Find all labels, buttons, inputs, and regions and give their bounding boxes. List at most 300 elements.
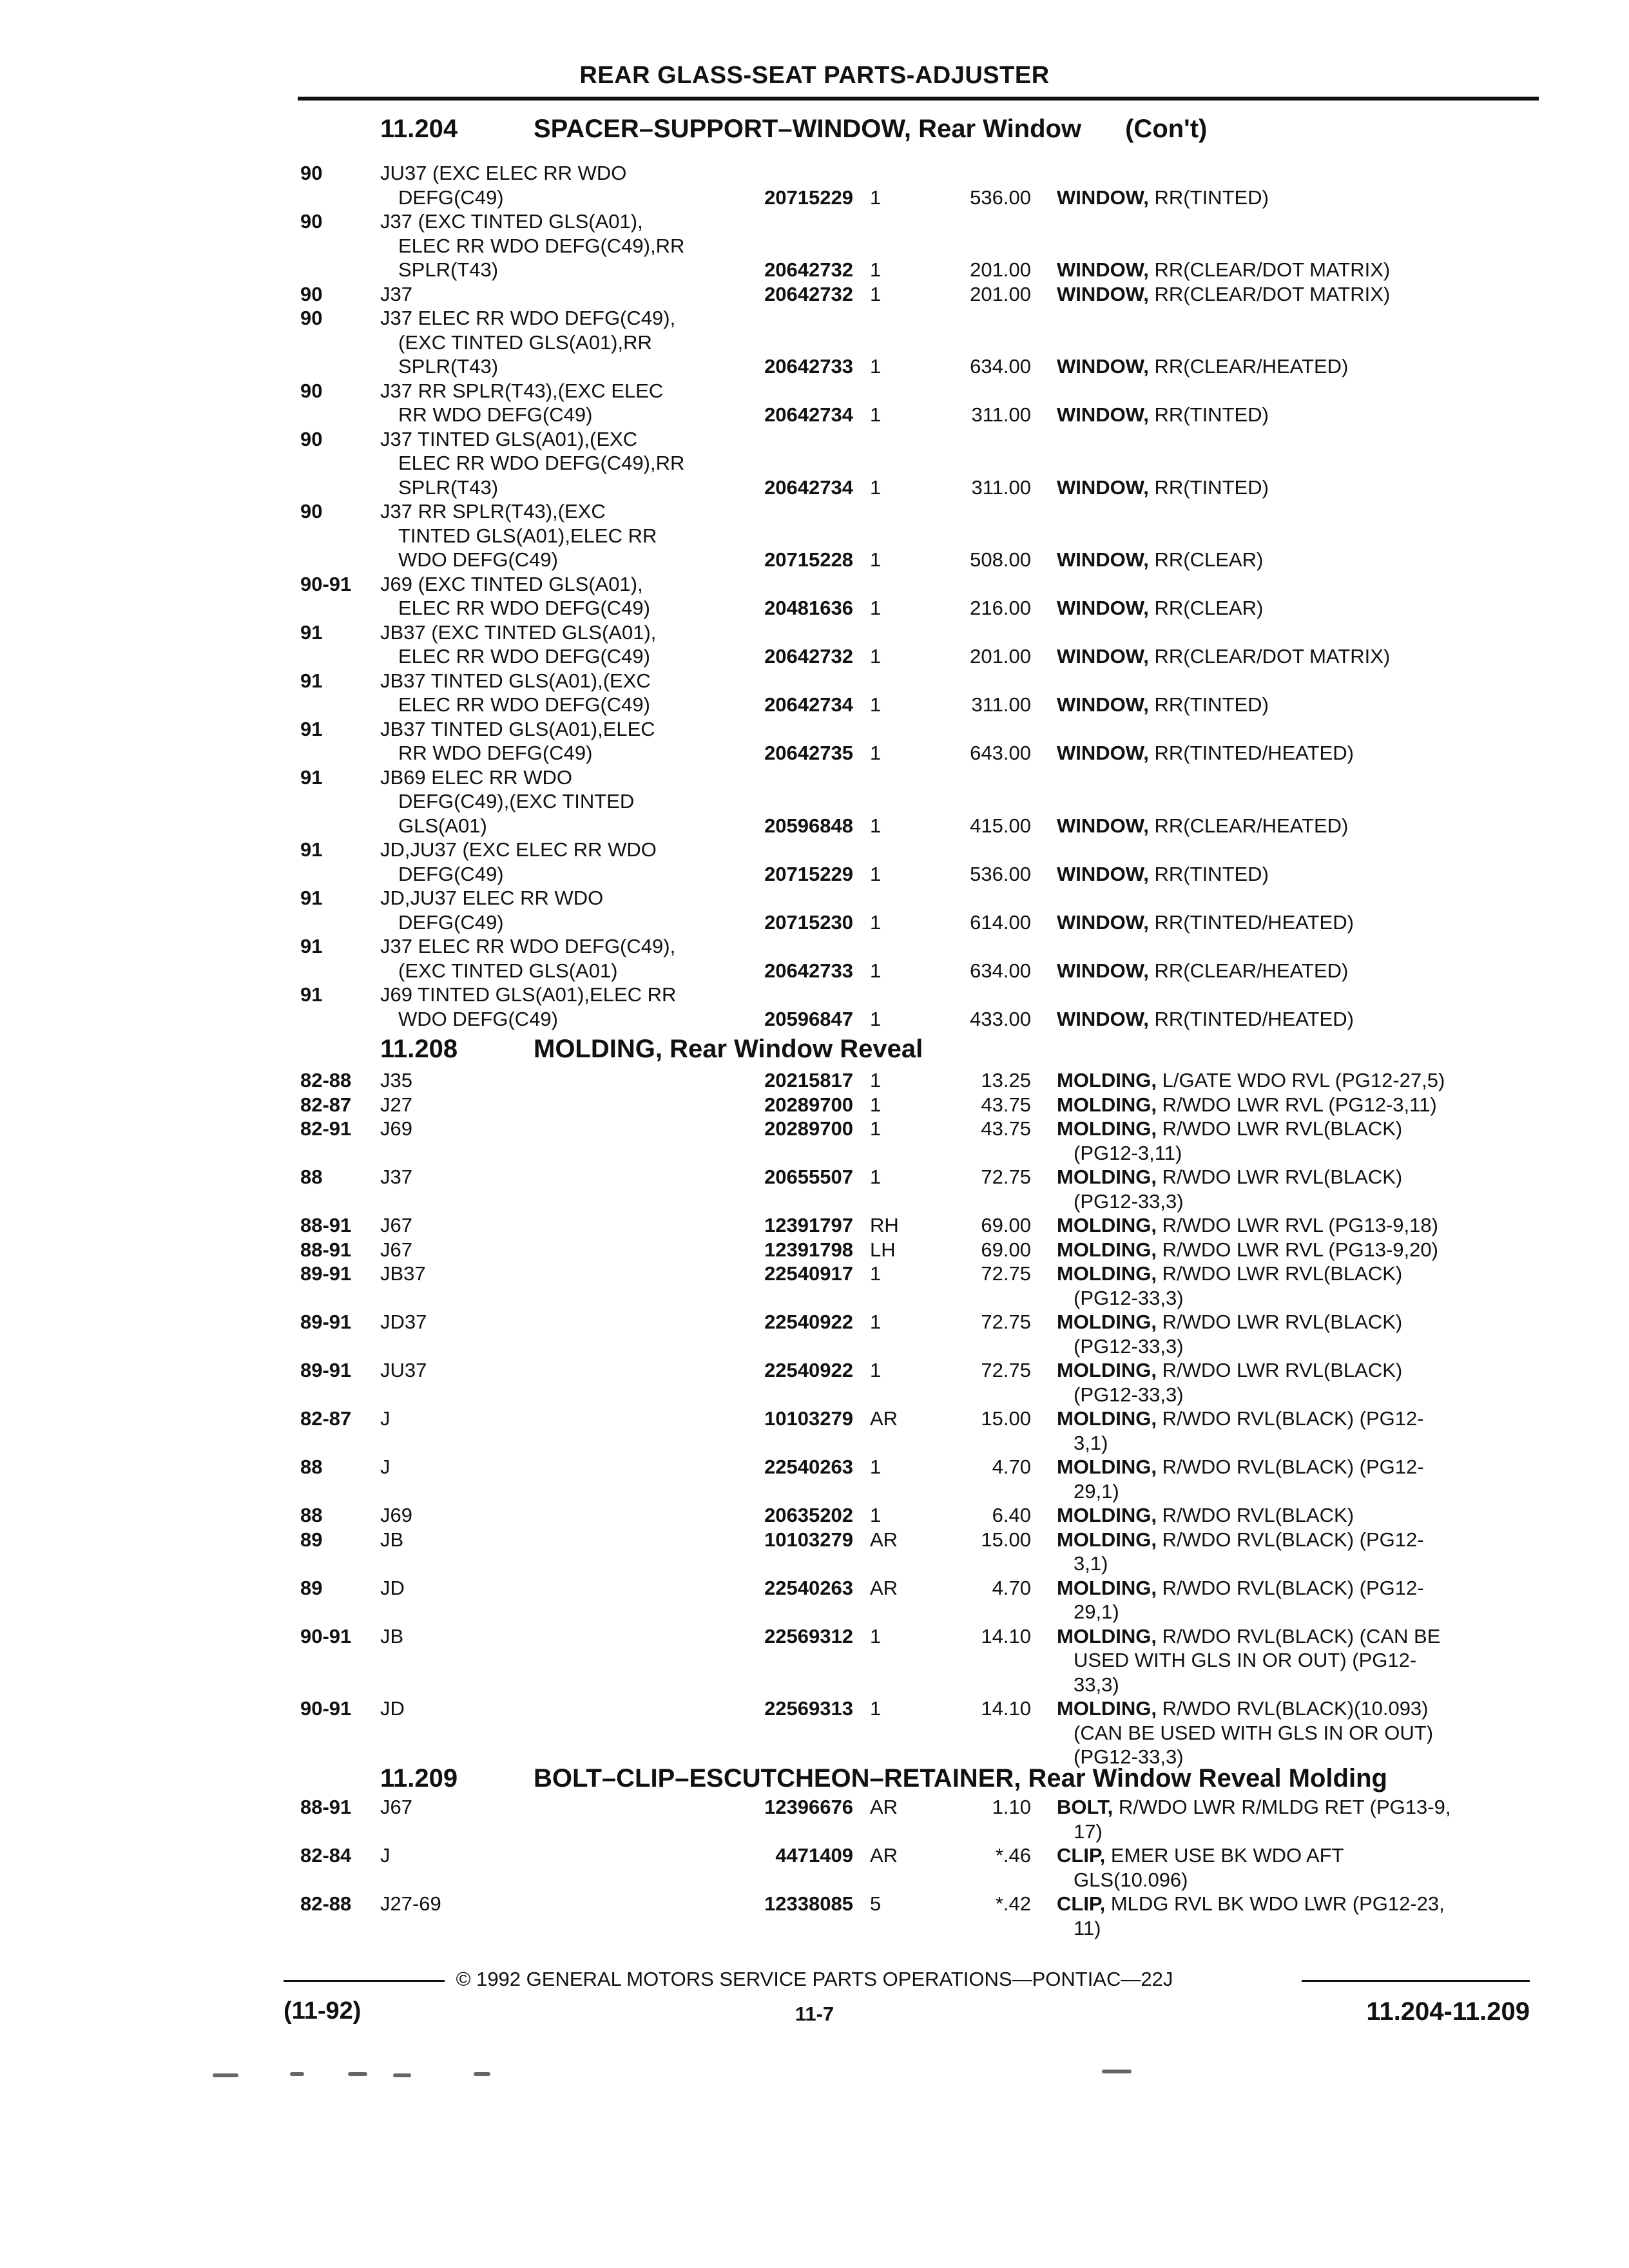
price: 643.00 [970, 742, 1031, 764]
part-name-keyword: MOLDING, [1057, 1262, 1157, 1285]
model-year: 91 [300, 620, 323, 644]
part-name-continued: (PG12-33,3) [1074, 1189, 1184, 1213]
part-name [1057, 814, 1527, 838]
model-year: 82-87 [300, 1407, 352, 1430]
part-number: 4471409 [775, 1844, 853, 1867]
body-style-desc [380, 1407, 741, 1431]
part-name [1057, 476, 1527, 500]
desc-text: J27 [380, 1093, 416, 1116]
part-name [1057, 1916, 1544, 1941]
model-year: 88 [300, 1504, 323, 1526]
part-name-detail: RR(TINTED) [1148, 693, 1269, 716]
part-name-keyword: WINDOW, [1057, 693, 1149, 716]
body-style-desc [380, 282, 741, 307]
body-style-desc [380, 983, 741, 1007]
desc-text: J35 [380, 1069, 416, 1091]
part-name [1057, 1238, 1527, 1262]
quantity: 1 [870, 1093, 882, 1116]
desc-text: J [380, 1407, 394, 1430]
model-year: 91 [300, 887, 323, 909]
price: 72.75 [981, 1359, 1031, 1381]
body-style-desc [380, 838, 741, 862]
quantity: 1 [870, 1504, 882, 1526]
part-name-keyword: MOLDING, [1057, 1407, 1157, 1430]
part-name-detail: R/WDO RVL(BLACK) (PG12- [1157, 1528, 1424, 1551]
price: 72.75 [981, 1311, 1031, 1333]
desc-text: JD37 [380, 1311, 430, 1333]
desc-text: JU37 [380, 1359, 430, 1381]
section-number: 11.204 [380, 115, 458, 143]
desc-text: JB [380, 1625, 407, 1648]
model-year: 82-88 [300, 1892, 352, 1915]
model-year: 91 [300, 935, 323, 957]
model-year: 90 [300, 500, 323, 523]
desc-text: JD [380, 1577, 409, 1599]
part-name [1057, 1673, 1544, 1697]
price: 201.00 [970, 258, 1031, 281]
part-name-keyword: MOLDING, [1057, 1117, 1157, 1140]
desc-text: WDO DEFG(C49) [398, 548, 562, 571]
part-number: 20215817 [764, 1069, 853, 1091]
body-style-desc [380, 258, 759, 282]
part-name-detail: R/WDO LWR R/MLDG RET (PG13-9, [1113, 1796, 1451, 1818]
part-name-detail: RR(CLEAR/HEATED) [1148, 355, 1349, 378]
quantity: 1 [870, 1166, 882, 1188]
desc-text: ELEC RR WDO DEFG(C49) [398, 693, 654, 716]
body-style-desc [380, 1576, 741, 1600]
part-number: 20715229 [764, 862, 853, 885]
body-style-desc [380, 959, 759, 983]
part-name-detail: R/WDO LWR RVL (PG13-9,20) [1157, 1238, 1438, 1261]
part-number: 20642732 [764, 258, 853, 281]
part-name-keyword: WINDOW, [1057, 1007, 1149, 1030]
section-number: 11.209 [380, 1764, 458, 1792]
desc-text: DEFG(C49),(EXC TINTED [398, 790, 638, 812]
price: 536.00 [970, 862, 1031, 885]
price: 201.00 [970, 645, 1031, 668]
part-name-keyword: WINDOW, [1057, 645, 1149, 668]
price: 311.00 [971, 476, 1031, 499]
body-style-desc [380, 1117, 741, 1141]
part-number: 12396676 [764, 1796, 853, 1818]
scan-mark [1102, 2070, 1132, 2073]
part-name [1057, 1310, 1527, 1334]
quantity: AR [870, 1796, 898, 1818]
body-style-desc [380, 1503, 741, 1528]
price: 14.10 [981, 1697, 1031, 1720]
price: 4.70 [992, 1576, 1031, 1599]
model-year: 90 [300, 427, 323, 450]
desc-text: J37 [380, 283, 416, 305]
quantity: 1 [870, 693, 882, 716]
part-name-detail: R/WDO LWR RVL(BLACK) [1157, 1166, 1403, 1188]
desc-text: J37 RR SPLR(T43),(EXC ELEC [380, 380, 667, 402]
desc-text: J37 [380, 1166, 416, 1188]
part-name-detail: R/WDO RVL(BLACK) (PG12- [1157, 1576, 1424, 1599]
desc-text: JB37 [380, 1262, 430, 1285]
body-style-desc [380, 427, 741, 452]
part-number: 20715229 [764, 186, 853, 209]
quantity: 1 [870, 258, 882, 281]
part-name-keyword: MOLDING, [1057, 1359, 1157, 1381]
desc-text: ELEC RR WDO DEFG(C49),RR [398, 452, 688, 474]
section-number: 11.208 [380, 1035, 458, 1063]
body-style-desc [380, 451, 759, 476]
price: 634.00 [970, 355, 1031, 378]
part-name-keyword: MOLDING, [1057, 1697, 1157, 1720]
quantity: 1 [870, 814, 882, 837]
body-style-desc [380, 1007, 759, 1032]
model-year: 91 [300, 717, 323, 740]
price: 216.00 [970, 597, 1031, 619]
scan-mark [474, 2072, 490, 2076]
quantity: 1 [870, 403, 882, 426]
part-name-detail: RR(CLEAR/HEATED) [1148, 959, 1349, 982]
part-name-detail: RR(TINTED/HEATED) [1148, 1007, 1354, 1030]
body-style-desc [380, 644, 759, 669]
model-year: 88 [300, 1456, 323, 1478]
quantity: 1 [870, 742, 882, 764]
body-style-desc [380, 572, 741, 597]
model-year: 91 [300, 669, 323, 692]
body-style-desc [380, 499, 741, 524]
quantity: 1 [870, 1456, 882, 1478]
part-name-detail: R/WDO LWR RVL(BLACK) [1157, 1262, 1403, 1285]
part-number: 10103279 [764, 1407, 853, 1430]
part-name [1057, 1795, 1527, 1820]
part-name-detail: RR(CLEAR/DOT MATRIX) [1148, 645, 1391, 668]
model-year: 91 [300, 838, 323, 861]
part-name [1057, 1528, 1527, 1552]
part-name-keyword: MOLDING, [1057, 1311, 1157, 1333]
part-name-keyword: MOLDING, [1057, 1214, 1157, 1236]
desc-text: DEFG(C49) [398, 186, 508, 209]
body-style-desc [380, 548, 759, 572]
quantity: 1 [870, 1624, 882, 1648]
part-name-keyword: CLIP, [1057, 1844, 1106, 1867]
part-number: 20635202 [764, 1504, 853, 1526]
desc-text: RR WDO DEFG(C49) [398, 403, 596, 426]
desc-text: (EXC TINTED GLS(A01),RR [398, 331, 656, 354]
part-name [1057, 959, 1527, 983]
desc-text: J67 [380, 1214, 416, 1236]
part-name-keyword: BOLT, [1057, 1796, 1113, 1818]
model-year: 90-91 [300, 1697, 352, 1720]
part-name-continued: (PG12-3,11) [1074, 1141, 1182, 1164]
part-name [1057, 1648, 1544, 1673]
part-name-detail: R/WDO RVL(BLACK) (PG12- [1157, 1456, 1424, 1478]
part-name-detail: RR(CLEAR/HEATED) [1148, 814, 1349, 837]
part-name-detail: RR(CLEAR/DOT MATRIX) [1148, 282, 1391, 305]
section-heading: BOLT–CLIP–ESCUTCHEON–RETAINER, Rear Window Reveal Molding [534, 1764, 1387, 1792]
part-number: 22540922 [764, 1359, 853, 1381]
desc-text: SPLR(T43) [398, 476, 502, 499]
quantity: 1 [870, 548, 882, 571]
model-year: 90 [300, 210, 323, 233]
price: 15.00 [981, 1407, 1031, 1430]
body-style-desc [380, 354, 759, 379]
model-year: 90 [300, 282, 323, 305]
part-name-continued: 29,1) [1074, 1600, 1119, 1623]
part-name [1057, 1165, 1527, 1189]
quantity: 1 [870, 282, 882, 305]
body-style-desc [380, 1093, 741, 1117]
quantity: AR [870, 1844, 898, 1867]
desc-text: JU37 (EXC ELEC RR WDO [380, 162, 630, 184]
body-style-desc [380, 1238, 741, 1262]
part-name [1057, 1624, 1527, 1649]
model-year: 88-91 [300, 1214, 352, 1236]
body-style-desc [380, 620, 741, 645]
scan-mark [213, 2073, 238, 2077]
desc-text: J37 ELEC RR WDO DEFG(C49), [380, 307, 679, 329]
part-name [1057, 548, 1527, 572]
price: 43.75 [981, 1093, 1031, 1116]
quantity: 1 [870, 862, 882, 885]
body-style-desc [380, 476, 759, 500]
desc-text: JB37 TINTED GLS(A01),ELEC [380, 718, 659, 740]
part-name [1057, 1576, 1527, 1600]
body-style-desc [380, 789, 759, 814]
part-name-detail: RR(TINTED) [1148, 186, 1269, 209]
desc-text: JB37 (EXC TINTED GLS(A01), [380, 621, 660, 644]
body-style-desc [380, 1892, 741, 1916]
part-number: 20642733 [764, 959, 853, 982]
section-title [380, 1035, 923, 1064]
section-title [380, 115, 1207, 144]
part-name [1057, 1334, 1544, 1359]
footer-section-range: 11.204-11.209 [1366, 1997, 1530, 2026]
part-name-continued: 3,1) [1074, 1552, 1108, 1575]
body-style-desc [380, 1696, 741, 1721]
part-name-detail: R/WDO LWR RVL(BLACK) [1157, 1359, 1403, 1381]
quantity: AR [870, 1528, 898, 1551]
footer-copyright: © 1992 GENERAL MOTORS SERVICE PARTS OPERATIONS—PONTIAC—22J [0, 1966, 1629, 1992]
part-name-keyword: WINDOW, [1057, 814, 1149, 837]
part-name [1057, 1383, 1544, 1407]
quantity: 1 [870, 645, 882, 668]
desc-text: J37 RR SPLR(T43),(EXC [380, 500, 610, 523]
part-name-detail: R/WDO LWR RVL(BLACK) [1157, 1311, 1403, 1333]
part-name [1057, 741, 1527, 765]
desc-text: WDO DEFG(C49) [398, 1008, 562, 1030]
body-style-desc [380, 596, 759, 620]
part-number: 20642732 [764, 282, 853, 305]
part-name-detail: EMER USE BK WDO AFT [1105, 1844, 1344, 1867]
model-year: 90 [300, 307, 323, 329]
price: 4.70 [992, 1456, 1031, 1478]
body-style-desc [380, 186, 759, 210]
price: 69.00 [981, 1214, 1031, 1236]
part-name [1057, 1503, 1527, 1528]
desc-text: JD,JU37 ELEC RR WDO [380, 887, 607, 909]
section-title [380, 1764, 1387, 1793]
model-year: 89-91 [300, 1359, 352, 1381]
part-name [1057, 1552, 1544, 1576]
part-number: 20596847 [764, 1007, 853, 1030]
price: 72.75 [981, 1166, 1031, 1188]
desc-text: J27-69 [380, 1892, 445, 1915]
part-name-keyword: WINDOW, [1057, 548, 1149, 571]
part-name-keyword: WINDOW, [1057, 355, 1149, 378]
part-name [1057, 1600, 1544, 1624]
model-year: 90-91 [300, 572, 352, 595]
price: 43.75 [981, 1117, 1031, 1140]
body-style-desc [380, 306, 741, 331]
part-name [1057, 1093, 1527, 1117]
part-number: 12391797 [764, 1214, 853, 1236]
part-name [1057, 1843, 1527, 1868]
part-name-continued: GLS(10.096) [1074, 1868, 1188, 1891]
part-name-keyword: WINDOW, [1057, 282, 1149, 305]
part-name-detail: R/WDO LWR RVL (PG12-3,11) [1157, 1093, 1437, 1116]
part-name [1057, 1068, 1527, 1093]
part-name [1057, 403, 1527, 427]
part-name-keyword: MOLDING, [1057, 1504, 1157, 1526]
body-style-desc [380, 934, 741, 959]
scan-mark [393, 2073, 411, 2077]
desc-text: J67 [380, 1238, 416, 1261]
model-year: 90 [300, 379, 323, 402]
quantity: 1 [870, 476, 882, 499]
model-year: 82-87 [300, 1093, 352, 1116]
quantity: 1 [870, 1117, 882, 1140]
footer-page-number: 11-7 [795, 2003, 834, 2025]
price: 433.00 [970, 1007, 1031, 1030]
part-name-continued: (PG12-33,3) [1074, 1383, 1184, 1406]
part-name [1057, 1820, 1544, 1844]
body-style-desc [380, 1624, 741, 1649]
part-name-detail: RR(TINTED/HEATED) [1148, 742, 1354, 764]
part-name-continued: 3,1) [1074, 1431, 1108, 1454]
price: 614.00 [970, 910, 1031, 934]
body-style-desc [380, 1262, 741, 1286]
desc-text: DEFG(C49) [398, 863, 508, 885]
desc-text: J37 TINTED GLS(A01),(EXC [380, 428, 641, 450]
part-name [1057, 693, 1527, 717]
part-name [1057, 1286, 1544, 1311]
price: 69.00 [981, 1238, 1031, 1261]
part-name [1057, 1213, 1527, 1238]
part-name-detail: RR(CLEAR/DOT MATRIX) [1148, 258, 1391, 281]
model-year: 91 [300, 765, 323, 789]
quantity: 1 [870, 1262, 882, 1285]
body-style-desc [380, 209, 741, 234]
part-name-continued: (PG12-33,3) [1074, 1745, 1184, 1768]
part-number: 20655507 [764, 1166, 853, 1188]
part-name-keyword: MOLDING, [1057, 1069, 1157, 1091]
part-name-keyword: MOLDING, [1057, 1528, 1157, 1551]
part-name-detail: L/GATE WDO RVL (PG12-27,5) [1157, 1069, 1445, 1091]
body-style-desc [380, 1358, 741, 1383]
desc-text: SPLR(T43) [398, 355, 502, 378]
part-name-keyword: WINDOW, [1057, 597, 1149, 619]
section-continued-note: (Con't) [1125, 115, 1208, 143]
body-style-desc [380, 1310, 741, 1334]
part-name-keyword: MOLDING, [1057, 1166, 1157, 1188]
footer-date-code: (11-92) [284, 1997, 361, 2024]
part-name-keyword: WINDOW, [1057, 186, 1149, 209]
part-name [1057, 1868, 1544, 1892]
part-name [1057, 186, 1527, 210]
part-number: 20481636 [764, 597, 853, 619]
model-year: 89-91 [300, 1311, 352, 1333]
part-name [1057, 1721, 1544, 1745]
desc-text: J69 [380, 1117, 416, 1140]
part-name-keyword: WINDOW, [1057, 910, 1149, 934]
part-name [1057, 1892, 1527, 1916]
quantity: 1 [870, 1311, 882, 1333]
quantity: AR [870, 1576, 898, 1599]
desc-text: JB69 ELEC RR WDO [380, 766, 576, 789]
part-number: 22540263 [764, 1456, 853, 1478]
part-name-keyword: MOLDING, [1057, 1093, 1157, 1116]
part-name-continued: (PG12-33,3) [1074, 1334, 1184, 1358]
part-number: 20289700 [764, 1093, 853, 1116]
desc-text: J [380, 1844, 394, 1867]
part-name [1057, 1696, 1527, 1721]
body-style-desc [380, 886, 741, 910]
part-name-keyword: MOLDING, [1057, 1624, 1157, 1648]
price: 14.10 [981, 1624, 1031, 1648]
body-style-desc [380, 1843, 741, 1868]
part-name [1057, 354, 1527, 379]
model-year: 89 [300, 1528, 323, 1551]
part-name-continued: 29,1) [1074, 1479, 1119, 1503]
part-number: 12391798 [764, 1238, 853, 1261]
part-number: 20715230 [764, 910, 853, 934]
desc-text: J [380, 1456, 394, 1478]
model-year: 82-88 [300, 1069, 352, 1091]
part-name-continued: (PG12-33,3) [1074, 1286, 1184, 1309]
part-number: 20596848 [764, 814, 853, 837]
model-year: 82-91 [300, 1117, 352, 1140]
body-style-desc [380, 1528, 741, 1552]
scan-mark [348, 2072, 367, 2076]
price: 415.00 [970, 814, 1031, 837]
part-name-keyword: CLIP, [1057, 1892, 1106, 1915]
body-style-desc [380, 741, 759, 765]
quantity: 1 [870, 1697, 882, 1720]
body-style-desc [380, 1795, 741, 1820]
model-year: 90-91 [300, 1624, 352, 1648]
part-name [1057, 258, 1527, 282]
model-year: 91 [300, 983, 323, 1006]
part-name [1057, 596, 1527, 620]
part-name-detail: R/WDO RVL(BLACK) (CAN BE [1157, 1624, 1441, 1648]
desc-text: ELEC RR WDO DEFG(C49),RR [398, 235, 688, 257]
quantity: 1 [870, 355, 882, 378]
part-name-keyword: MOLDING, [1057, 1456, 1157, 1478]
part-number: 20715228 [764, 548, 853, 571]
body-style-desc [380, 379, 741, 403]
model-year: 88 [300, 1166, 323, 1188]
price: 508.00 [970, 548, 1031, 571]
part-name-keyword: WINDOW, [1057, 403, 1149, 426]
part-name-detail: RR(TINTED/HEATED) [1148, 910, 1354, 934]
part-name-keyword: WINDOW, [1057, 258, 1149, 281]
desc-text: (EXC TINTED GLS(A01) [398, 959, 622, 982]
desc-text: SPLR(T43) [398, 258, 502, 281]
body-style-desc [380, 717, 741, 742]
part-name-detail: RR(CLEAR) [1148, 548, 1264, 571]
body-style-desc [380, 910, 759, 935]
part-name [1057, 910, 1527, 935]
part-name [1057, 644, 1527, 669]
part-number: 20642734 [764, 693, 853, 716]
body-style-desc [380, 403, 759, 427]
part-name [1057, 1431, 1544, 1456]
